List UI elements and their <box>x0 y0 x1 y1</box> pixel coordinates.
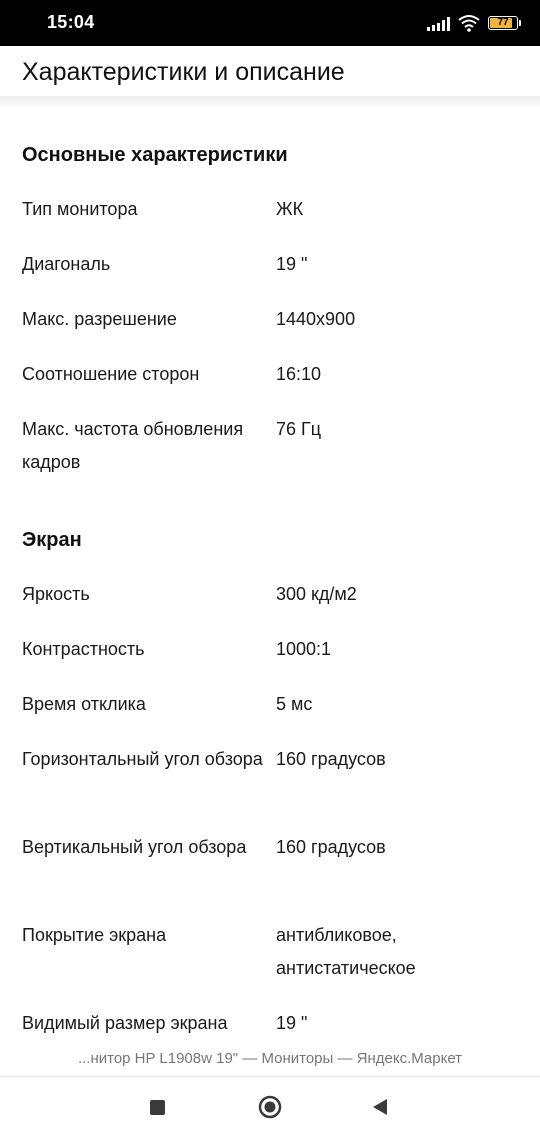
status-time: 15:04 <box>47 12 95 32</box>
section-title-main: Основные характеристики <box>22 144 288 166</box>
spec-label: Соотношение сторон <box>22 364 200 384</box>
spec-label: Контрастность <box>22 639 145 659</box>
spec-label: Вертикальный угол обзора <box>22 837 247 857</box>
spec-label: Макс. разрешение <box>22 309 177 329</box>
spec-value: 76 Гц <box>276 419 322 439</box>
spec-value: ЖК <box>276 199 304 219</box>
spec-label: Горизонтальный угол обзора <box>22 749 263 769</box>
spec-value: 1440x900 <box>276 309 356 329</box>
battery-icon <box>488 16 518 30</box>
status-icons <box>427 12 518 34</box>
spec-value: антибликовое, антистатическое <box>276 925 416 978</box>
battery-level: 77 <box>497 17 509 28</box>
spec-label: Видимый размер экрана <box>22 1013 228 1033</box>
spec-value: 19 " <box>276 254 308 274</box>
spec-value: 5 мс <box>276 694 313 714</box>
spec-value: 19 " <box>276 1013 308 1033</box>
back-triangle-icon[interactable] <box>370 1097 390 1117</box>
spec-value: 300 кд/м2 <box>276 584 357 604</box>
recents-square-icon[interactable] <box>150 1100 165 1115</box>
page-title: Характеристики и описание <box>22 58 345 86</box>
page-caption: ...нитор HP L1908w 19" — Мониторы — Яндекс.Маркет <box>77 1050 463 1067</box>
spec-label: Макс. частота обновления кадров <box>22 419 244 472</box>
spec-content[interactable] <box>0 110 540 1050</box>
header-divider <box>0 96 540 110</box>
battery-tip <box>519 20 521 26</box>
spec-label: Время отклика <box>22 694 146 714</box>
spec-value: 160 градусов <box>276 837 386 857</box>
spec-value: 160 градусов <box>276 749 386 769</box>
wifi-icon <box>458 14 480 32</box>
signal-icon <box>427 15 450 31</box>
spec-label: Яркость <box>22 584 90 604</box>
section-title-screen: Экран <box>22 529 82 551</box>
navigation-bar <box>0 1077 540 1140</box>
spec-label: Покрытие экрана <box>22 925 167 945</box>
spec-label: Тип монитора <box>22 199 138 219</box>
spec-label: Диагональ <box>22 254 111 274</box>
spec-value: 1000:1 <box>276 639 332 659</box>
home-circle-icon[interactable] <box>258 1095 282 1119</box>
status-bar <box>0 0 540 46</box>
header <box>0 46 540 96</box>
spec-value: 16:10 <box>276 364 322 384</box>
